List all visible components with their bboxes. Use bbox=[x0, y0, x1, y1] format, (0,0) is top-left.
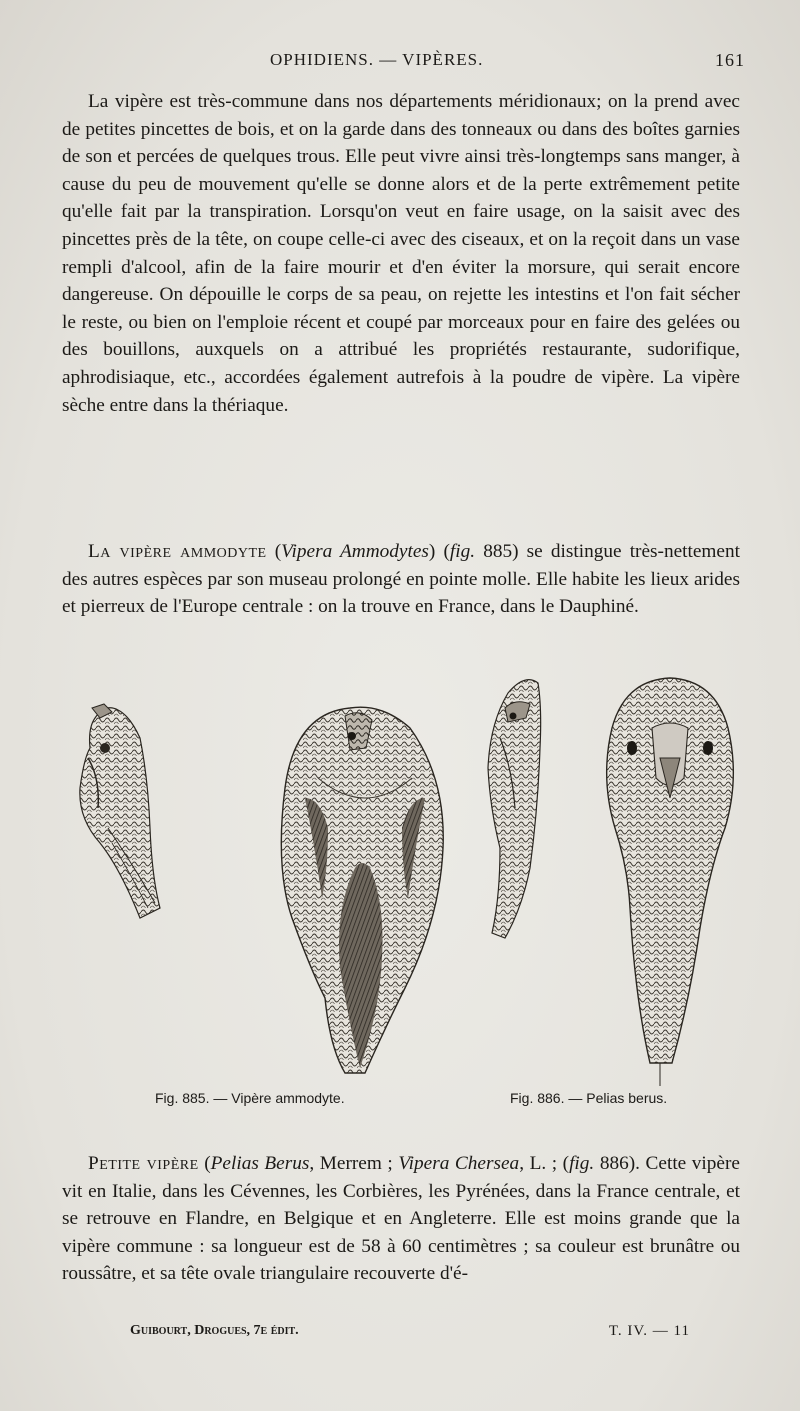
paragraph-vipere-ammodyte bbox=[62, 538, 740, 621]
figure-caption-885: Fig. 885. — Vipère ammodyte. bbox=[155, 1090, 345, 1106]
figure-reference: fig. bbox=[449, 541, 476, 562]
publisher-signature: Guibourt, Drogues, 7e édit. bbox=[130, 1323, 299, 1338]
paragraph-body: 885) se distingue très-nettement des autres espèces par son museau prolongé en pointe molle. Elle habite les lieux arides et pierreux de l'Europe centrale : on la trouve en France, dans le Dauphiné. bbox=[62, 541, 740, 618]
paragraph-text bbox=[62, 1150, 740, 1288]
paragraph-petite-vipere bbox=[62, 1150, 740, 1288]
pelias-top-head bbox=[607, 678, 734, 1086]
paragraph-text bbox=[62, 538, 740, 621]
page-number: 161 bbox=[715, 50, 745, 70]
punctuation: ) ( bbox=[428, 541, 450, 562]
author-citation: , L. ; ( bbox=[519, 1153, 570, 1174]
author-citation: , Merrem ; bbox=[309, 1153, 399, 1174]
figure-plate bbox=[60, 668, 750, 1088]
paragraph-body: 886). Cette vipère vit en Italie, dans les Cévennes, les Corbières, les Pyrénées, dans la France centrale, et se retrouve en Flandre, en Belgique et en Angleterre. Elle est moins grande que la vipère commune : sa longueur est de 58 à 60 centimètres ; sa couleur est brunâtre ou roussâtre, et sa tête ovale triangulaire recouverte d'é- bbox=[62, 1153, 740, 1285]
species-name: Petite vipère bbox=[88, 1153, 199, 1174]
latin-name: Vipera Chersea bbox=[398, 1153, 520, 1174]
ammodyte-top-head bbox=[281, 707, 443, 1073]
ammodyte-profile-head bbox=[80, 704, 160, 918]
paragraph-text: La vipère est très-commune dans nos départements méridionaux; on la prend avec de petites pincettes de bois, et on la garde dans des tonneaux ou dans des boîtes garnies de son et percées de quelques trous. Elle peut vivre ainsi très-longtemps sans manger, à cause du peu de mouvement qu'elle se donne alors et de la perte extrêmement petite qu'elle fait par la transpiration. Lorsqu'on veut en faire usage, on la saisit avec des pincettes près de la tête, on coupe celle-ci avec des ciseaux, et on la reçoit dans un vase rempli d'alcool, afin de la faire mourir et d'en éviter la morsure, qui serait encore dangereuse. On dépouille le corps de sa peau, on rejette les intestins et l'on fait sécher le reste, ou bien on l'emploie récent et coupé par morceaux pour en faire des gelées ou des bouillons, auxquels on a attribué les propriétés restaurante, sudorifique, aphrodisiaque, etc., accordées également autrefois à la poudre de vipère. La vipère sèche entre dans la thériaque. bbox=[62, 91, 740, 416]
pelias-profile-head bbox=[488, 680, 541, 938]
volume-signature: T. IV. — 11 bbox=[608, 1323, 690, 1339]
paragraph-vipere-usage bbox=[62, 88, 740, 419]
latin-name: Pelias Berus bbox=[210, 1153, 310, 1174]
figure-reference: fig. bbox=[569, 1153, 595, 1174]
page-footer bbox=[130, 1323, 690, 1347]
punctuation: ( bbox=[266, 541, 282, 562]
latin-name: Vipera Ammodytes bbox=[281, 541, 429, 562]
figure-caption-886: Fig. 886. — Pelias berus. bbox=[510, 1090, 668, 1106]
snake-heads-illustration bbox=[60, 668, 750, 1088]
species-name: La vipère ammodyte bbox=[88, 541, 267, 562]
running-title: OPHIDIENS. — VIPÈRES. bbox=[270, 50, 484, 69]
running-head bbox=[60, 50, 745, 74]
punctuation: ( bbox=[198, 1153, 211, 1174]
